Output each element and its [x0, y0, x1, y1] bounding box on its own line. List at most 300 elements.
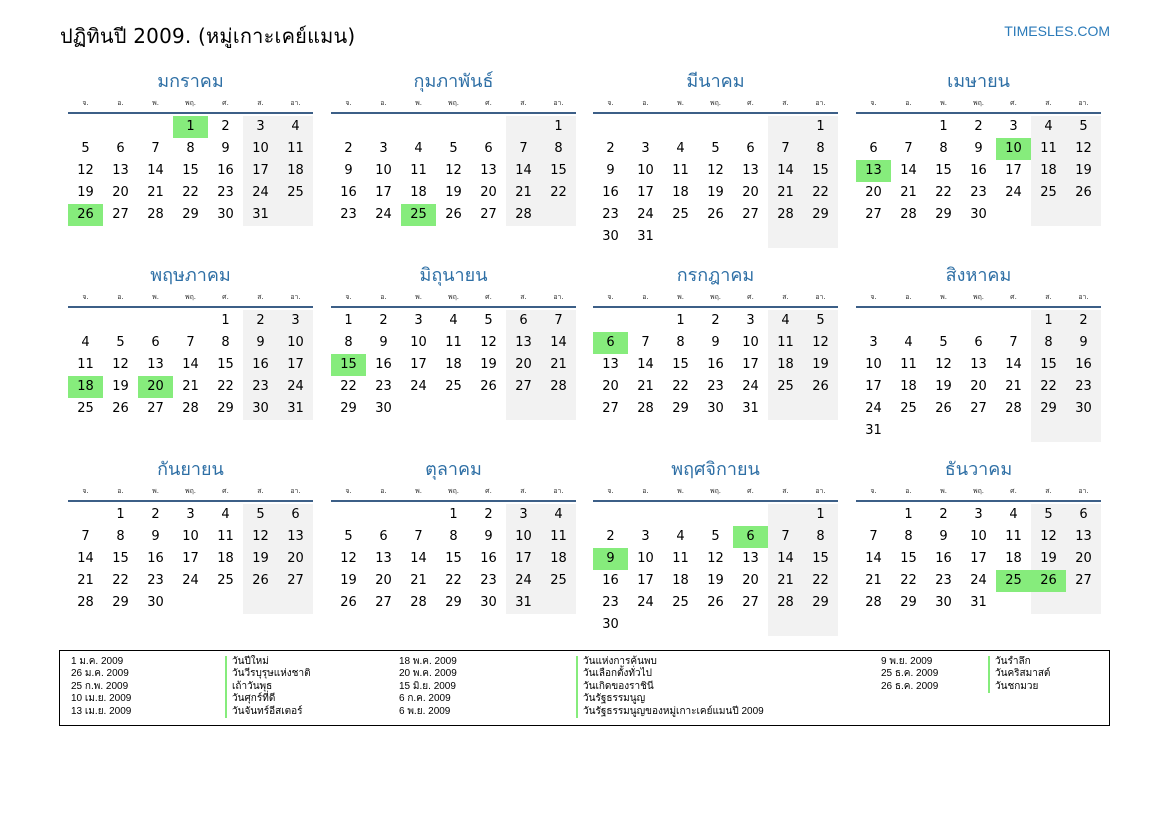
day-cell: 8: [803, 526, 838, 548]
day-cell: 19: [1031, 548, 1066, 570]
empty-day-cell: [506, 116, 541, 138]
empty-day-cell: [1066, 592, 1101, 614]
day-cell: 25: [541, 570, 576, 592]
day-cell: 10: [742, 335, 759, 350]
day-cell: 9: [974, 141, 983, 156]
day-cell: 31: [742, 401, 759, 416]
month-name: มีนาคม: [686, 71, 745, 92]
weekday-label: พ.: [677, 293, 684, 301]
day-cell: 5: [116, 335, 125, 350]
day-cell: 12: [707, 163, 724, 178]
day-cell: 1: [449, 507, 458, 522]
empty-day-cell: [208, 592, 243, 614]
day-cell: 28: [77, 595, 94, 610]
day-cell: 3: [278, 310, 313, 332]
day-cell: 1: [1031, 310, 1066, 332]
day-cell: 8: [221, 335, 230, 350]
day-cell: 27: [112, 207, 129, 222]
day-cell: 15: [803, 548, 838, 570]
day-cell: 16: [707, 357, 724, 372]
weekday-label: พ.: [152, 487, 159, 495]
day-cell: 12: [243, 526, 278, 548]
empty-day-cell: [856, 310, 891, 332]
day-cell: 21: [541, 354, 576, 376]
day-cell: 31: [637, 229, 654, 244]
day-cell: 30: [970, 207, 987, 222]
day-cell: 29: [182, 207, 199, 222]
day-cell: 14: [147, 163, 164, 178]
weekday-label: ส.: [257, 99, 264, 107]
day-cell: 22: [900, 573, 917, 588]
day-cell: 27: [742, 207, 759, 222]
day-cell: 16: [602, 573, 619, 588]
day-cell: 14: [1005, 357, 1022, 372]
holiday-day-cell: 9: [593, 548, 628, 570]
day-cell: 7: [151, 141, 160, 156]
day-cell: 31: [278, 398, 313, 420]
empty-day-cell: [803, 398, 838, 420]
day-cell: 30: [147, 595, 164, 610]
day-cell: 10: [243, 138, 278, 160]
day-cell: 23: [340, 207, 357, 222]
day-cell: 14: [506, 160, 541, 182]
weekday-label: พ.: [940, 293, 947, 301]
weekday-label: อ.: [905, 487, 912, 495]
day-cell: 11: [672, 163, 689, 178]
day-cell: 8: [904, 529, 913, 544]
legend-names-2: [576, 656, 764, 718]
day-cell: 16: [147, 551, 164, 566]
legend-holiday-name: วันรัฐธรรมนูญ: [576, 693, 764, 705]
empty-day-cell: [768, 226, 803, 248]
header-divider: [68, 112, 313, 114]
day-cell: 30: [602, 229, 619, 244]
day-cell: 6: [151, 335, 160, 350]
weekday-label: พฤ.: [184, 487, 197, 495]
day-cell: 6: [974, 335, 983, 350]
day-cell: 7: [641, 335, 650, 350]
legend-date: 15 มิ.ย. 2009: [399, 680, 456, 692]
day-cell: 3: [869, 335, 878, 350]
header-divider: [331, 306, 576, 308]
day-cell: 11: [541, 526, 576, 548]
day-cell: 19: [935, 379, 952, 394]
day-cell: 21: [768, 182, 803, 204]
day-cell: 25: [672, 207, 689, 222]
day-cell: 15: [900, 551, 917, 566]
day-cell: 15: [672, 357, 689, 372]
day-cell: 2: [974, 119, 983, 134]
day-cell: 26: [1066, 182, 1101, 204]
legend-names-1: [225, 656, 311, 718]
weekday-header: [856, 483, 1101, 499]
day-cell: 13: [506, 332, 541, 354]
day-cell: 15: [445, 551, 462, 566]
weekday-label: พฤ.: [447, 293, 460, 301]
day-cell: 24: [742, 379, 759, 394]
day-cell: 12: [480, 335, 497, 350]
day-cell: 20: [480, 185, 497, 200]
weekday-label: ศ.: [485, 99, 492, 107]
empty-day-cell: [593, 504, 628, 526]
day-cell: 21: [865, 573, 882, 588]
empty-day-cell: [243, 592, 278, 614]
day-cell: 25: [278, 182, 313, 204]
empty-day-cell: [401, 504, 436, 526]
empty-day-cell: [471, 398, 506, 420]
day-cell: 30: [217, 207, 234, 222]
day-cell: 6: [1066, 504, 1101, 526]
day-cell: 14: [768, 160, 803, 182]
day-cell: 26: [707, 595, 724, 610]
day-cell: 4: [1009, 507, 1018, 522]
day-cell: 25: [672, 595, 689, 610]
weekday-header: [331, 289, 576, 305]
empty-day-cell: [278, 592, 313, 614]
day-cell: 29: [217, 401, 234, 416]
day-cell: 9: [939, 529, 948, 544]
weekday-label: พฤ.: [709, 99, 722, 107]
day-cell: 1: [803, 504, 838, 526]
day-cell: 17: [742, 357, 759, 372]
day-cell: 2: [151, 507, 160, 522]
empty-day-cell: [278, 204, 313, 226]
day-cell: 7: [869, 529, 878, 544]
empty-day-cell: [138, 310, 173, 332]
day-cell: 26: [480, 379, 497, 394]
weekday-label: อ.: [905, 293, 912, 301]
day-cell: 5: [243, 504, 278, 526]
day-cell: 18: [1031, 160, 1066, 182]
day-cell: 20: [112, 185, 129, 200]
holiday-day-cell: 25: [401, 204, 436, 226]
day-cell: 12: [1031, 526, 1066, 548]
header-divider: [856, 112, 1101, 114]
weekday-header: [68, 95, 313, 111]
day-cell: 7: [506, 138, 541, 160]
day-cell: 17: [375, 185, 392, 200]
day-cell: 17: [243, 160, 278, 182]
day-cell: 6: [116, 141, 125, 156]
weekday-label: ส.: [520, 487, 527, 495]
legend-holiday-name: วันคริสมาสต์: [988, 668, 1050, 680]
day-cell: 7: [81, 529, 90, 544]
day-cell: 17: [410, 357, 427, 372]
weekday-label: ศ.: [222, 99, 229, 107]
empty-day-cell: [401, 398, 436, 420]
day-cell: 21: [182, 379, 199, 394]
day-cell: 15: [803, 160, 838, 182]
day-cell: 22: [445, 573, 462, 588]
day-cell: 28: [865, 595, 882, 610]
weekday-label: พฤ.: [184, 99, 197, 107]
holiday-day-cell: 18: [68, 376, 103, 398]
month-name: กันยายน: [157, 459, 224, 480]
empty-day-cell: [541, 592, 576, 614]
weekday-label: อา.: [815, 487, 826, 495]
day-cell: 24: [182, 573, 199, 588]
header-divider: [68, 306, 313, 308]
day-cell: 8: [803, 138, 838, 160]
day-cell: 1: [676, 313, 685, 328]
day-cell: 2: [221, 119, 230, 134]
day-cell: 3: [243, 116, 278, 138]
day-cell: 23: [935, 573, 952, 588]
day-cell: 23: [217, 185, 234, 200]
header-divider: [856, 500, 1101, 502]
day-cell: 27: [506, 376, 541, 398]
day-cell: 21: [768, 570, 803, 592]
weekday-label: พฤ.: [447, 99, 460, 107]
day-cell: 18: [1005, 551, 1022, 566]
day-cell: 18: [278, 160, 313, 182]
day-cell: 3: [974, 507, 983, 522]
empty-day-cell: [803, 226, 838, 248]
day-cell: 12: [77, 163, 94, 178]
day-cell: 29: [803, 204, 838, 226]
weekday-label: ส.: [1045, 487, 1052, 495]
day-cell: 30: [1066, 398, 1101, 420]
day-cell: 29: [935, 207, 952, 222]
day-cell: 11: [77, 357, 94, 372]
empty-day-cell: [628, 116, 663, 138]
day-cell: 28: [900, 207, 917, 222]
weekday-label: อา.: [553, 487, 564, 495]
empty-day-cell: [138, 116, 173, 138]
month-name: สิงหาคม: [945, 265, 1012, 286]
weekday-header: [593, 95, 838, 111]
day-cell: 11: [410, 163, 427, 178]
day-cell: 1: [541, 116, 576, 138]
day-cell: 22: [217, 379, 234, 394]
day-cell: 22: [1031, 376, 1066, 398]
empty-day-cell: [663, 504, 698, 526]
weekday-label: ส.: [1045, 99, 1052, 107]
day-cell: 21: [637, 379, 654, 394]
empty-day-cell: [663, 614, 698, 636]
day-cell: 6: [869, 141, 878, 156]
weekday-label: อ.: [117, 293, 124, 301]
day-cell: 29: [900, 595, 917, 610]
day-cell: 23: [375, 379, 392, 394]
empty-day-cell: [698, 116, 733, 138]
legend-date: 20 พ.ค. 2009: [399, 668, 457, 680]
day-cell: 28: [147, 207, 164, 222]
header-divider: [331, 112, 576, 114]
header-divider: [856, 306, 1101, 308]
day-cell: 4: [278, 116, 313, 138]
weekday-label: ศ.: [485, 293, 492, 301]
month-calendar: [68, 458, 313, 614]
weekday-label: อา.: [553, 99, 564, 107]
day-cell: 18: [445, 357, 462, 372]
day-cell: 20: [742, 185, 759, 200]
day-cell: 2: [1066, 310, 1101, 332]
legend-date: 25 ก.พ. 2009: [71, 680, 129, 692]
month-name: มิถุนายน: [419, 265, 488, 286]
day-cell: 10: [278, 332, 313, 354]
empty-day-cell: [628, 504, 663, 526]
weekday-label: จ.: [870, 487, 877, 495]
day-cell: 26: [445, 207, 462, 222]
weekday-header: [593, 483, 838, 499]
weekday-header: [68, 483, 313, 499]
day-cell: 17: [1005, 163, 1022, 178]
day-cell: 30: [375, 401, 392, 416]
day-cell: 9: [606, 163, 615, 178]
empty-day-cell: [1066, 204, 1101, 226]
day-cell: 14: [768, 548, 803, 570]
day-cell: 22: [541, 182, 576, 204]
empty-day-cell: [401, 116, 436, 138]
weekday-label: ศ.: [747, 487, 754, 495]
empty-day-cell: [103, 116, 138, 138]
day-cell: 26: [803, 376, 838, 398]
day-cell: 3: [746, 313, 755, 328]
day-cell: 14: [900, 163, 917, 178]
weekday-label: ส.: [782, 487, 789, 495]
day-cell: 9: [379, 335, 388, 350]
day-cell: 9: [243, 332, 278, 354]
day-cell: 20: [865, 185, 882, 200]
day-grid: [593, 504, 838, 636]
weekday-label: พ.: [415, 487, 422, 495]
day-cell: 3: [641, 529, 650, 544]
holiday-day-cell: 25: [996, 570, 1031, 592]
day-cell: 13: [147, 357, 164, 372]
holiday-day-cell: 26: [68, 204, 103, 226]
month-calendar: [593, 70, 838, 248]
day-cell: 3: [186, 507, 195, 522]
day-cell: 20: [278, 548, 313, 570]
legend-holiday-name: วันรัฐธรรมนูญของหมู่เกาะเคย์แมนปี 2009: [576, 706, 764, 718]
day-cell: 5: [81, 141, 90, 156]
weekday-header: [331, 483, 576, 499]
brand-link[interactable]: TIMESLES.COM: [1004, 23, 1110, 39]
day-cell: 11: [672, 551, 689, 566]
day-cell: 10: [637, 551, 654, 566]
weekday-label: อ.: [642, 487, 649, 495]
legend-holiday-name: วันวีรบุรุษแห่งชาติ: [225, 668, 311, 680]
day-cell: 23: [707, 379, 724, 394]
weekday-label: ศ.: [747, 293, 754, 301]
day-cell: 24: [375, 207, 392, 222]
day-cell: 18: [768, 354, 803, 376]
legend-dates-3: [881, 656, 938, 693]
day-cell: 13: [970, 357, 987, 372]
day-cell: 29: [340, 401, 357, 416]
day-cell: 1: [221, 313, 230, 328]
empty-day-cell: [803, 614, 838, 636]
day-cell: 16: [243, 354, 278, 376]
day-cell: 5: [711, 141, 720, 156]
day-cell: 12: [445, 163, 462, 178]
day-cell: 5: [449, 141, 458, 156]
day-cell: 16: [970, 163, 987, 178]
day-cell: 11: [278, 138, 313, 160]
legend-date: 25 ธ.ค. 2009: [881, 668, 939, 680]
legend-date: 18 พ.ค. 2009: [399, 656, 457, 667]
day-cell: 30: [602, 617, 619, 632]
day-cell: 25: [900, 401, 917, 416]
day-cell: 19: [707, 573, 724, 588]
weekday-label: อ.: [117, 99, 124, 107]
day-cell: 4: [449, 313, 458, 328]
day-grid: [593, 310, 838, 420]
weekday-label: พ.: [940, 487, 947, 495]
empty-day-cell: [733, 226, 768, 248]
day-cell: 16: [602, 185, 619, 200]
day-cell: 24: [243, 182, 278, 204]
weekday-label: พฤ.: [709, 487, 722, 495]
empty-day-cell: [698, 614, 733, 636]
day-cell: 27: [970, 401, 987, 416]
weekday-label: จ.: [870, 99, 877, 107]
weekday-label: พ.: [677, 487, 684, 495]
day-cell: 20: [742, 573, 759, 588]
day-cell: 7: [1009, 335, 1018, 350]
day-cell: 18: [672, 573, 689, 588]
weekday-label: ส.: [520, 99, 527, 107]
empty-day-cell: [698, 226, 733, 248]
empty-day-cell: [436, 116, 471, 138]
weekday-header: [593, 289, 838, 305]
day-cell: 21: [410, 573, 427, 588]
day-cell: 10: [865, 357, 882, 372]
page-title: ปฏิทินปี 2009. (หมู่เกาะเคย์แมน): [60, 24, 356, 48]
weekday-label: จ.: [82, 487, 89, 495]
day-cell: 16: [1066, 354, 1101, 376]
day-cell: 20: [1066, 548, 1101, 570]
day-cell: 5: [711, 529, 720, 544]
month-calendar: [593, 458, 838, 636]
empty-day-cell: [68, 504, 103, 526]
day-cell: 12: [803, 332, 838, 354]
month-name: เมษายน: [947, 71, 1010, 92]
day-cell: 22: [803, 182, 838, 204]
day-cell: 24: [1005, 185, 1022, 200]
day-cell: 9: [221, 141, 230, 156]
day-cell: 9: [151, 529, 160, 544]
empty-day-cell: [663, 116, 698, 138]
weekday-label: อ.: [380, 487, 387, 495]
legend-date: 1 ม.ค. 2009: [71, 656, 124, 667]
day-cell: 4: [768, 310, 803, 332]
empty-day-cell: [103, 310, 138, 332]
day-grid: [856, 116, 1101, 226]
day-cell: 29: [112, 595, 129, 610]
empty-day-cell: [628, 614, 663, 636]
legend-holiday-name: เถ้าวันพุธ: [225, 681, 311, 693]
day-cell: 7: [904, 141, 913, 156]
day-grid: [593, 116, 838, 248]
day-cell: 14: [637, 357, 654, 372]
day-cell: 25: [445, 379, 462, 394]
month-calendar: [593, 264, 838, 420]
weekday-label: พฤ.: [972, 293, 985, 301]
day-cell: 19: [1066, 160, 1101, 182]
day-cell: 30: [243, 398, 278, 420]
day-cell: 26: [340, 595, 357, 610]
weekday-label: อา.: [815, 293, 826, 301]
empty-day-cell: [541, 398, 576, 420]
day-cell: 9: [711, 335, 720, 350]
day-cell: 23: [602, 595, 619, 610]
empty-day-cell: [331, 116, 366, 138]
weekday-label: ศ.: [1010, 99, 1017, 107]
day-cell: 14: [541, 332, 576, 354]
empty-day-cell: [628, 310, 663, 332]
